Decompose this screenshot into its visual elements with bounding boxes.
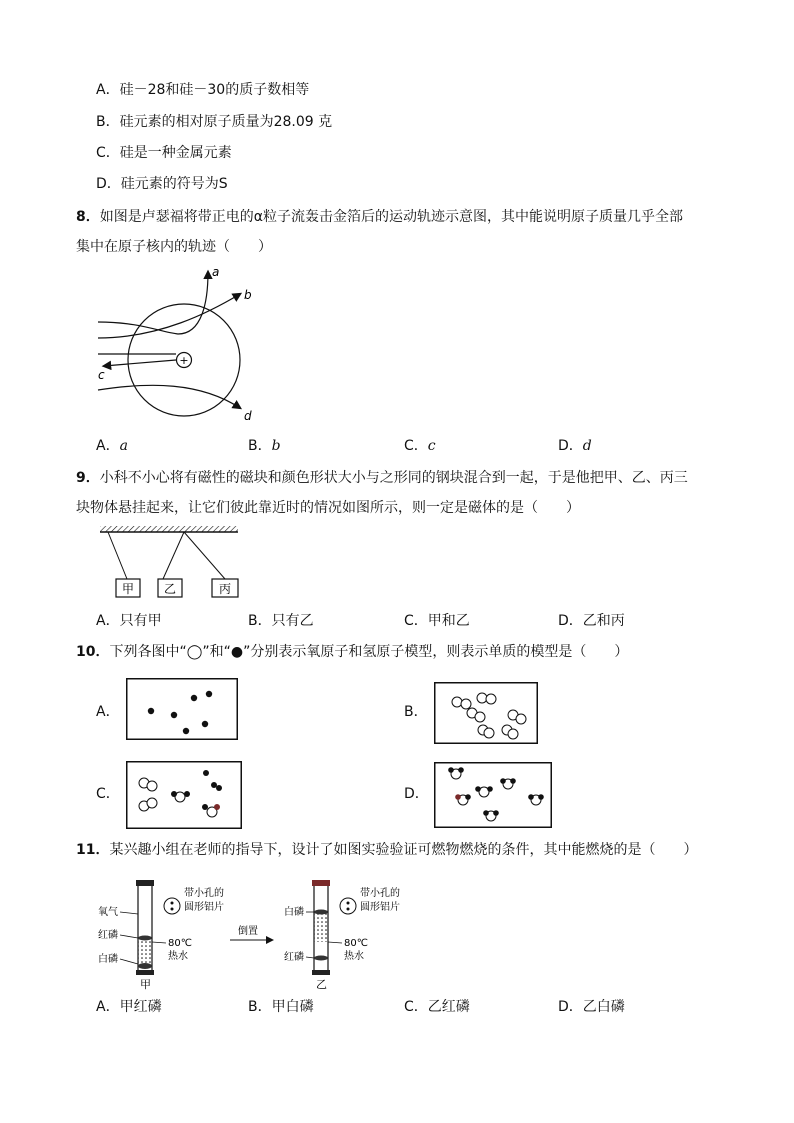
q8-rutherford-figure: [90, 262, 270, 427]
q9-option-d: D．乙和丙: [558, 613, 625, 629]
q9-option-c: C．甲和乙: [404, 613, 470, 629]
label-a: a: [212, 265, 220, 279]
string-2-left: [163, 532, 184, 579]
label-red-p-right: 红磷: [284, 952, 304, 963]
label-jia: 甲: [140, 978, 151, 991]
label-b: b: [244, 288, 252, 302]
q11-option-c: C．乙红磷: [404, 999, 470, 1015]
label-water-left: 热水: [168, 951, 188, 962]
track-c-out: [104, 360, 176, 366]
q9-option-b: B．只有乙: [248, 613, 314, 629]
q9-stem-line-2: 块物体悬挂起来，让它们彼此靠近时的情况如图所示，则一定是磁体的是（ ）: [76, 500, 580, 516]
q8-option-d: D．d: [558, 438, 592, 454]
q9-number: 9．: [76, 470, 100, 486]
q10-stem-text: 下列各图中“◯”和“●”分别表示氧原子和氢原子模型，则表示单质的模型是（ ）: [109, 644, 629, 660]
q10-model-c: [126, 761, 242, 829]
label-white-p-right: 白磷: [284, 907, 304, 918]
q10-model-b: [434, 682, 538, 744]
string-2-right: [184, 532, 225, 579]
q10-number: 10．: [76, 644, 110, 660]
q10-option-b: B．: [404, 704, 428, 720]
label-disc-2-left: 圆形铝片: [184, 902, 224, 913]
q9-hanging-blocks-figure: [96, 524, 246, 602]
q11-option-a: A．甲红磷: [96, 999, 162, 1015]
nucleus-sign: +: [179, 354, 189, 367]
label-temp-right: 80℃: [344, 938, 368, 949]
q11-stem-text: 某兴趣小组在老师的指导下，设计了如图实验验证可燃物燃烧的条件，其中能燃烧的是（ ）: [109, 842, 698, 858]
q11-option-b: B．甲白磷: [248, 999, 314, 1015]
tube-yi: [312, 880, 330, 975]
label-c: c: [98, 368, 105, 382]
label-water-right: 热水: [344, 951, 364, 962]
q9-stem-text-1: 小科不小心将有磁性的磁块和颜色形状大小与之形同的钢块混合到一起，于是他把甲、乙、丙三: [99, 470, 688, 486]
label-disc-1-left: 带小孔的: [184, 888, 224, 899]
label-yi: 乙: [316, 978, 327, 991]
tube-jia: [136, 880, 154, 975]
q8-stem-text-1: 如图是卢瑟福将带正电的α粒子流轰击金箔后的运动轨迹示意图，其中能说明原子质量几乎全部: [99, 209, 683, 225]
label-oxygen: 氧气: [98, 907, 118, 918]
label-white-p-left: 白磷: [98, 954, 118, 965]
q7-option-c: C．硅是一种金属元素: [96, 145, 232, 161]
q8-stem-line-1: [76, 207, 683, 227]
q11-combustion-figure: [96, 876, 426, 994]
q11-stem: [76, 840, 697, 860]
q7-option-b: B．硅元素的相对原子质量为28.09 克: [96, 114, 333, 130]
q8-number: 8．: [76, 209, 100, 225]
q7-option-d: D．硅元素的符号为S: [96, 176, 228, 192]
block-bing-label: 丙: [218, 582, 232, 596]
q7-option-a: A．硅－28和硅－30的质子数相等: [96, 82, 310, 98]
q10-option-c: C．: [96, 786, 120, 802]
q9-stem-line-1: [76, 468, 688, 488]
q8-option-b: B．b: [248, 438, 281, 454]
q11-option-d: D．乙白磷: [558, 999, 625, 1015]
label-red-p-left: 红磷: [98, 930, 118, 941]
q8-option-a: A．a: [96, 438, 128, 454]
block-yi-label: 乙: [163, 582, 177, 596]
q10-stem: [76, 642, 628, 662]
q8-stem-line-2: 集中在原子核内的轨迹（ ）: [76, 239, 272, 255]
track-a: [98, 272, 208, 334]
q8-option-c: C．c: [404, 438, 436, 454]
label-temp-left: 80℃: [168, 938, 192, 949]
label-disc-1-right: 带小孔的: [360, 888, 400, 899]
q10-option-a: A．: [96, 704, 120, 720]
label-invert: 倒置: [238, 926, 258, 937]
label-disc-2-right: 圆形铝片: [360, 902, 400, 913]
q10-option-d: D．: [404, 786, 429, 802]
q10-model-a: [126, 678, 238, 740]
string-1: [108, 532, 127, 579]
block-jia-label: 甲: [121, 582, 135, 596]
q11-number: 11．: [76, 842, 110, 858]
ceiling-hatch: [100, 526, 238, 532]
q10-model-d: [434, 762, 552, 828]
q9-option-a: A．只有甲: [96, 613, 162, 629]
label-d: d: [244, 409, 252, 423]
